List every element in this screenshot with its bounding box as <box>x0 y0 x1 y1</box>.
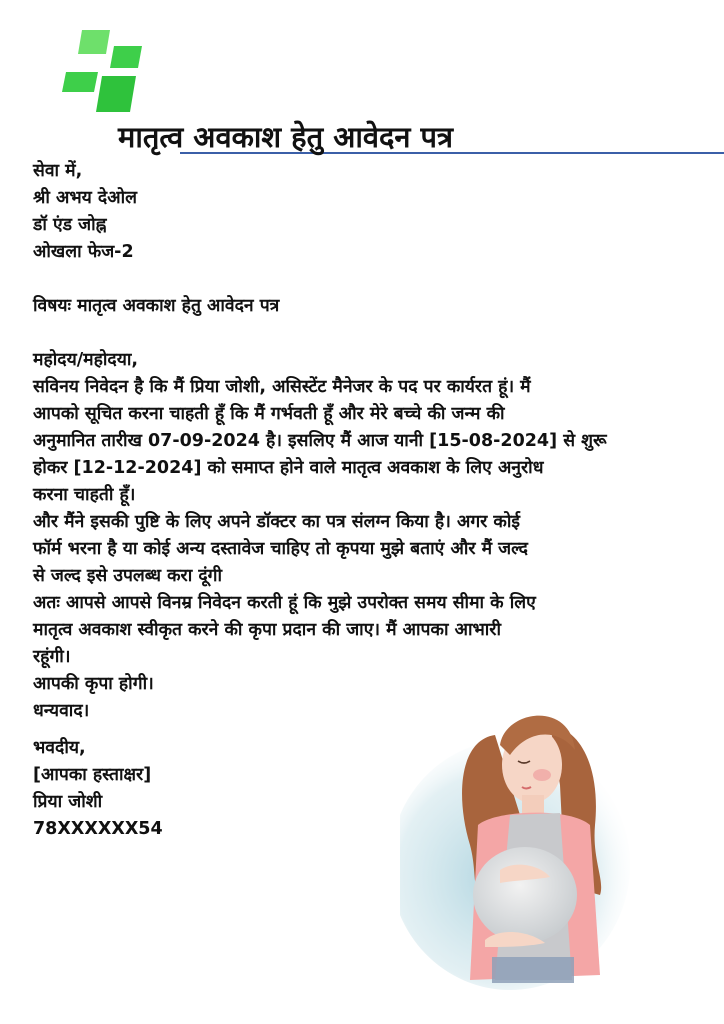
recipient-address: ओखला फेज-2 <box>33 242 134 262</box>
body-line: अतः आपसे आपसे विनम्र निवेदन करती हूं कि मुझे उपरोक्त समय सीमा के लिए <box>33 593 536 613</box>
logo-tile-mid-left <box>62 72 98 92</box>
body-line: आपको सूचित करना चाहती हूँ कि मैं गर्भवती हूँ और मेरे बच्चे की जन्म की <box>33 404 505 424</box>
recipient-company: डॉ एंड जोह्न <box>33 215 107 235</box>
body-line: सविनय निवेदन है कि मैं प्रिया जोशी, असिस्टेंट मैनेजर के पद पर कार्यरत हूं। मैं <box>33 377 531 397</box>
logo-tile-top-right <box>110 46 142 68</box>
recipient-salutation: सेवा में, <box>33 161 83 181</box>
logo-tile-bottom-right <box>96 76 136 112</box>
logo-tile-top-left <box>78 30 110 54</box>
sender-phone: 78XXXXXX54 <box>33 819 163 839</box>
body-line: करना चाहती हूँ। <box>33 485 136 505</box>
body-line: धन्यवाद। <box>33 701 90 721</box>
sign-off: भवदीय, <box>33 738 86 758</box>
body-line: फॉर्म भरना है या कोई अन्य दस्तावेज चाहिए तो कृपया मुझे बताएं और मैं जल्द <box>33 539 528 559</box>
greeting: महोदय/महोदया, <box>33 350 139 370</box>
body-line: से जल्द इसे उपलब्ध करा दूंगी <box>33 566 222 586</box>
sender-name: प्रिया जोशी <box>33 792 103 812</box>
body-line: आपकी कृपा होगी। <box>33 674 154 694</box>
body-line: होकर [12-12-2024] को समाप्त होने वाले मातृत्व अवकाश के लिए अनुरोध <box>33 458 544 478</box>
body-line: मातृत्व अवकाश स्वीकृत करने की कृपा प्रदान की जाए। मैं आपका आभारी <box>33 620 501 640</box>
body-line: और मैंने इसकी पुष्टि के लिए अपने डॉक्टर का पत्र संलग्न किया है। अगर कोई <box>33 512 520 532</box>
body-line: अनुमानित तारीख 07-09-2024 है। इसलिए मैं आज यानी [15-08-2024] से शुरू <box>33 431 607 451</box>
body-line: रहूंगी। <box>33 647 71 667</box>
belly <box>473 847 577 943</box>
cheek-blush <box>533 769 551 781</box>
subject-line: विषयः मातृत्व अवकाश हेतु आवेदन पत्र <box>33 296 280 316</box>
brand-logo-icon <box>60 28 142 114</box>
page-title: मातृत्व अवकाश हेतु आवेदन पत्र <box>118 120 454 154</box>
recipient-name: श्री अभय देओल <box>33 188 137 208</box>
pregnant-woman-illustration <box>400 695 645 995</box>
signature-placeholder: [आपका हस्ताक्षर] <box>33 765 152 785</box>
skirt <box>492 957 574 983</box>
